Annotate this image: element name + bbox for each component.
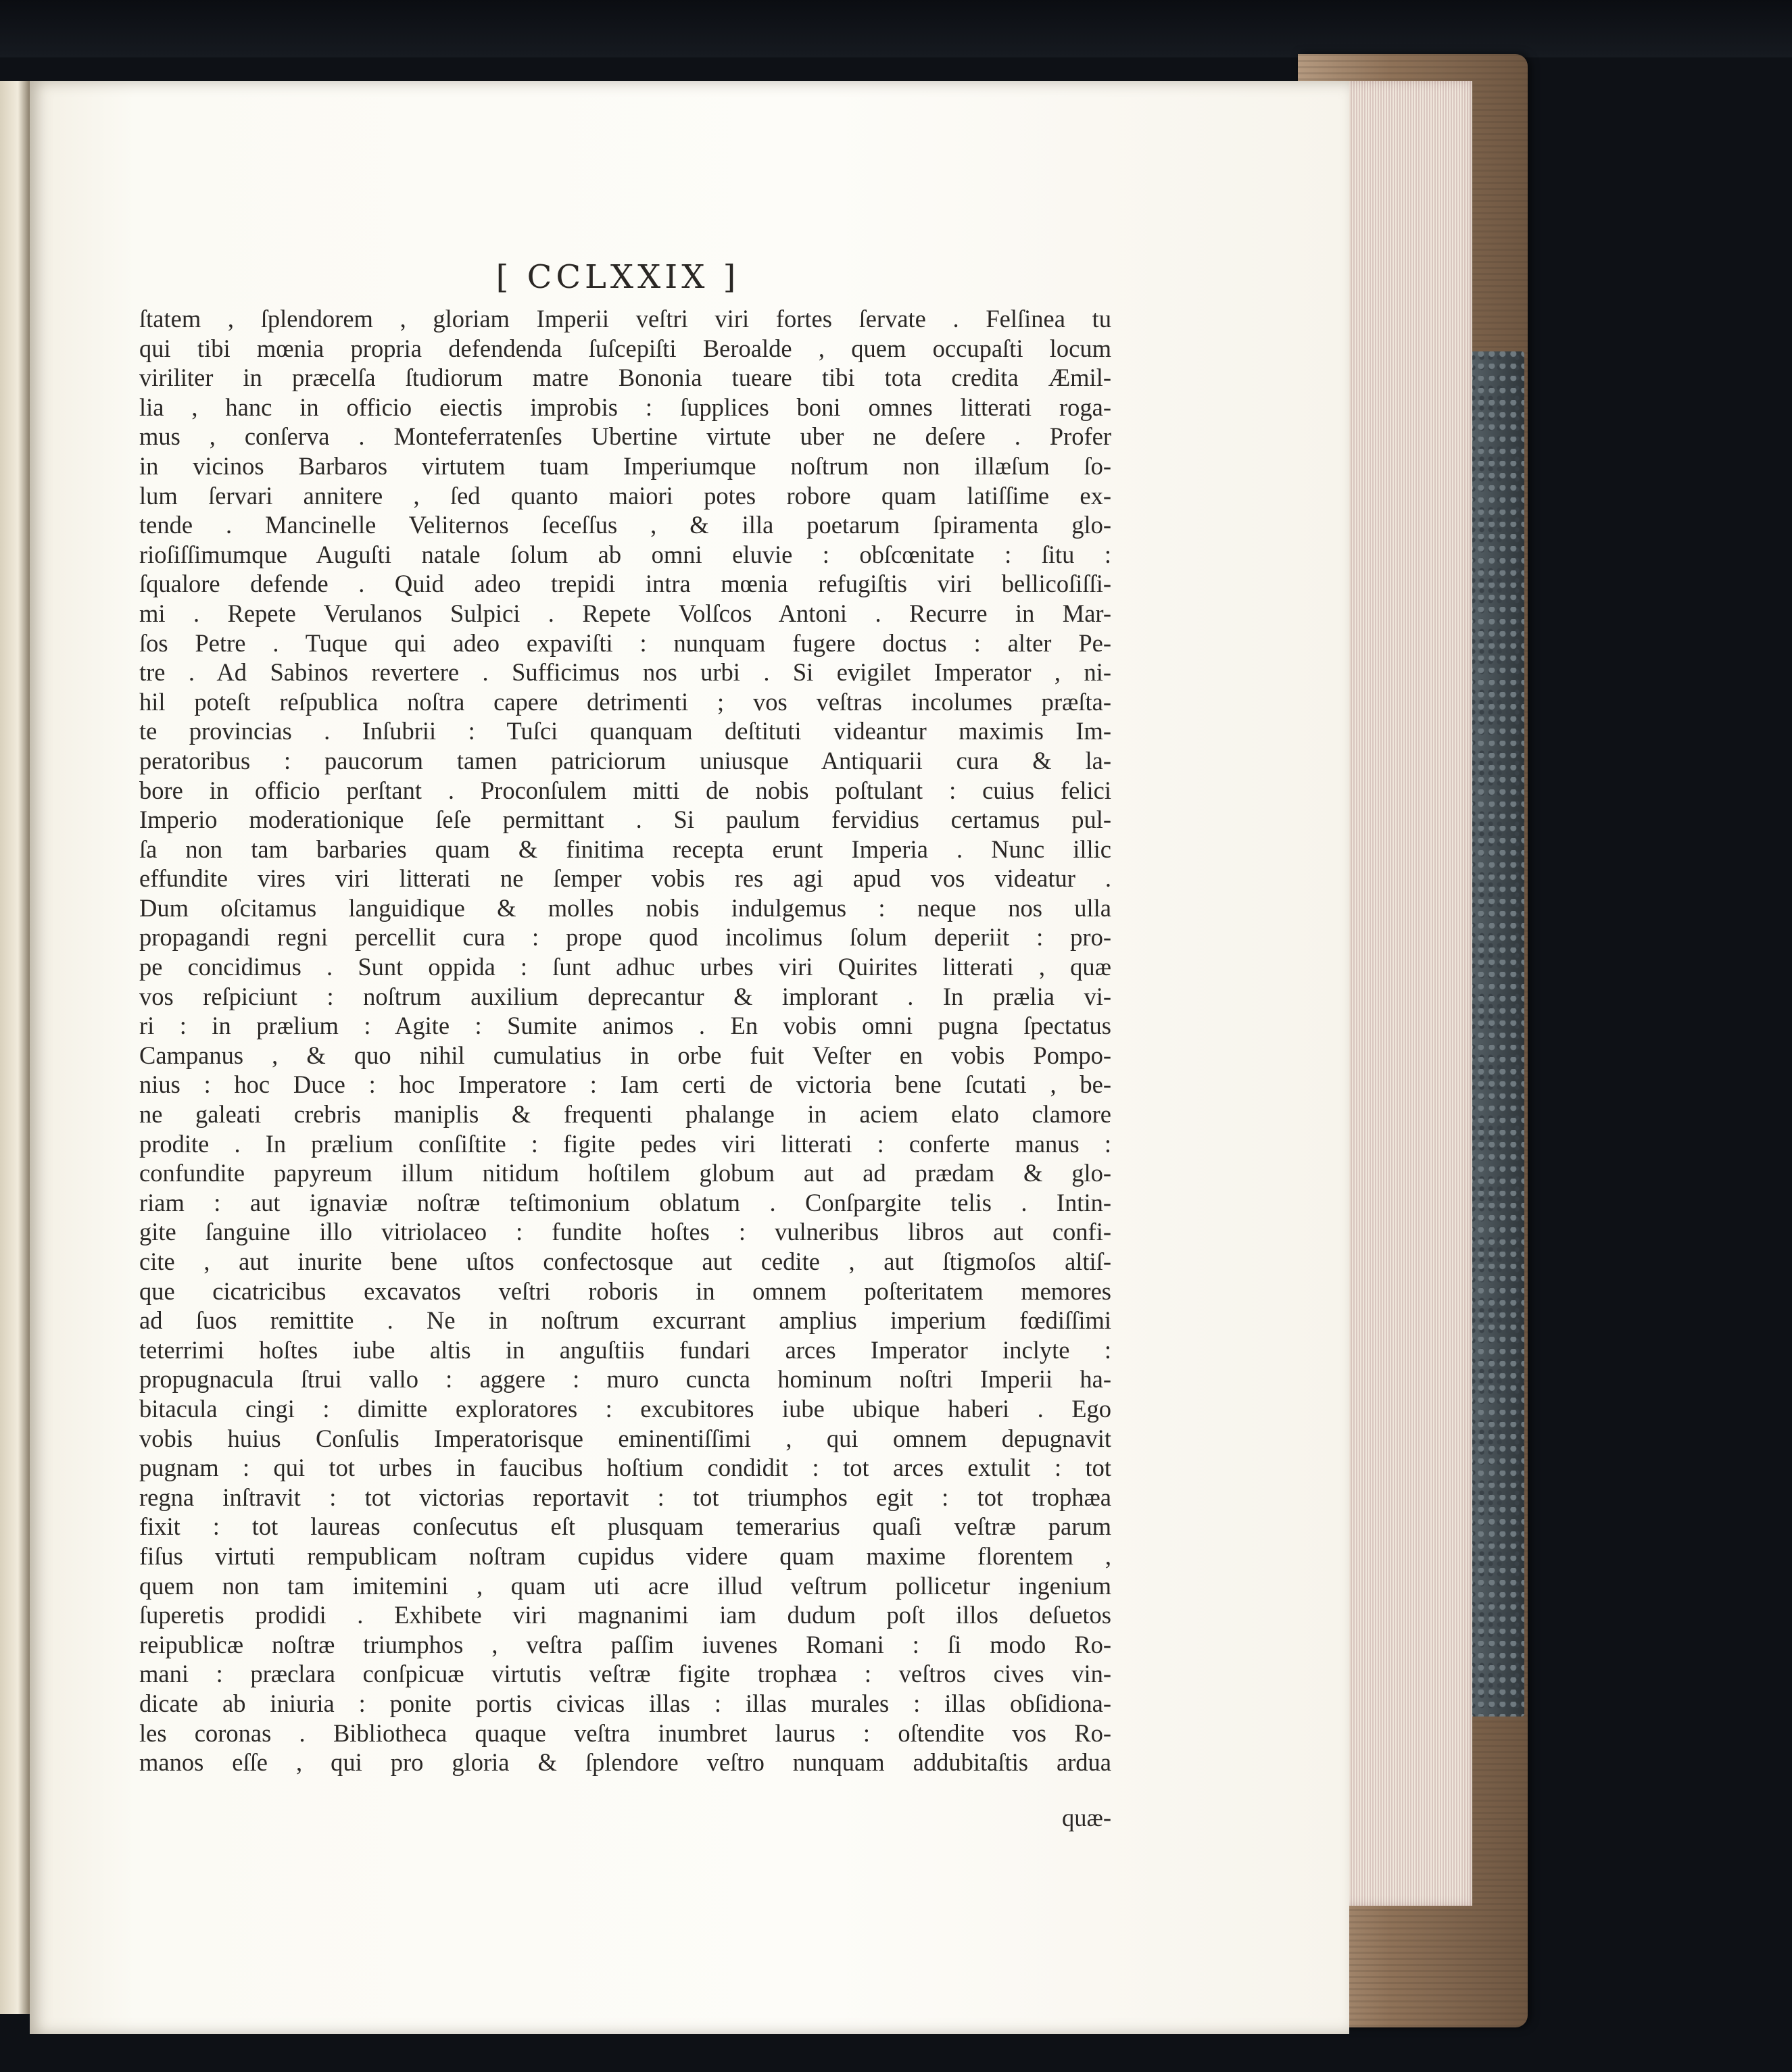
text-line: manos eſſe , qui pro gloria & ſplendore veſtro nunquam addubitaſtis ardua bbox=[139, 1748, 1111, 1777]
text-line: fiſus virtuti rempublicam noſtram cupidus videre quam maxime florentem , bbox=[139, 1541, 1111, 1570]
book-page bbox=[30, 81, 1349, 2034]
text-line: que cicatricibus excavatos veſtri roboris in omnem poſteritatem memores bbox=[139, 1277, 1111, 1305]
text-line: ſtatem , ſplendorem , gloriam Imperii veſtri viri fortes ſervate . Felſinea tu bbox=[139, 305, 1111, 332]
text-line: teterrimi hoſtes iube altis in anguſtiis fundari arces Imperator inclyte : bbox=[139, 1335, 1111, 1364]
text-line: tende . Mancinelle Veliternos ſeceſſus , & illa poetarum ſpiramenta glo- bbox=[139, 511, 1111, 539]
text-line: pugnam : qui tot urbes in faucibus hoſtium condidit : tot arces extulit : tot bbox=[139, 1454, 1111, 1482]
text-line: viriliter in præcelſa ſtudiorum matre Bononia tueare tibi tota credita Æmil- bbox=[139, 364, 1111, 392]
text-line: mi . Repete Verulanos Sulpici . Repete Volſcos Antoni . Recurre in Mar- bbox=[139, 599, 1111, 627]
text-line: mus , conſerva . Monteferratenſes Ubertine virtute uber ne deſere . Profer bbox=[139, 422, 1111, 451]
text-line: prodite . In prælium conſiſtite : figite pedes viri litterati : conferte manus : bbox=[139, 1129, 1111, 1158]
marbled-cover-panel bbox=[1467, 351, 1524, 1717]
page-heading: [ CCLXXIX ] bbox=[495, 258, 740, 296]
text-line: lia , hanc in officio eiectis improbis : ſupplices boni omnes litterati roga- bbox=[139, 393, 1111, 421]
text-line: propagandi regni percellit cura : prope quod incolimus ſolum deperiit : pro- bbox=[139, 923, 1111, 952]
text-line: Campanus , & quo nihil cumulatius in orbe fuit Veſter en vobis Pompo- bbox=[139, 1041, 1111, 1069]
text-line: hil poteſt reſpublica noſtra capere detrimenti ; vos veſtras incolumes præſta- bbox=[139, 687, 1111, 716]
left-page-edge bbox=[0, 81, 32, 2014]
text-line: lum ſervari annitere , ſed quanto maiori potes robore quam latiſſime ex- bbox=[139, 481, 1111, 510]
text-line: gite ſanguine illo vitriolaceo : fundite hoſtes : vulneribus libros aut confi- bbox=[139, 1218, 1111, 1246]
text-line: vobis huius Conſulis Imperatorisque eminentiſſimi , qui omnem depugnavit bbox=[139, 1424, 1111, 1452]
dark-background bbox=[0, 0, 1792, 57]
text-line: propugnacula ſtrui vallo : aggere : muro cuncta hominum noſtri Imperii ha- bbox=[139, 1365, 1111, 1393]
page-fore-edge bbox=[1344, 81, 1472, 1906]
text-line: ſqualore defende . Quid adeo trepidi intra mœnia refugiſtis viri bellicoſiſſi- bbox=[139, 570, 1111, 598]
text-line: in vicinos Barbaros virtutem tuam Imperiumque noſtrum non illæſum ſo- bbox=[139, 451, 1111, 480]
text-line: bitacula cingi : dimitte exploratores : excubitores iube ubique haberi . Ego bbox=[139, 1394, 1111, 1423]
text-line: quem non tam imitemini , quam uti acre illud veſtrum pollicetur ingenium bbox=[139, 1571, 1111, 1600]
text-line: les coronas . Bibliotheca quaque veſtra inumbret laurus : oſtendite vos Ro- bbox=[139, 1719, 1111, 1747]
text-line: ri : in prælium : Agite : Sumite animos . En vobis omni pugna ſpectatus bbox=[139, 1012, 1111, 1040]
text-line: tre . Ad Sabinos revertere . Sufficimus nos urbi . Si evigilet Imperator , ni- bbox=[139, 658, 1111, 687]
text-line: bore in officio perſtant . Proconſulem mitti de nobis poſtulant : cuius felici bbox=[139, 776, 1111, 804]
text-line: peratoribus : paucorum tamen patriciorum uniusque Antiquarii cura & la- bbox=[139, 746, 1111, 774]
text-line: ad ſuos remittite . Ne in noſtrum excurrant amplius imperium fœdiſſimi bbox=[139, 1306, 1111, 1335]
text-line: qui tibi mœnia propria defendenda ſuſcepiſti Beroalde , quem occupaſti locum bbox=[139, 334, 1111, 362]
text-line: regna inſtravit : tot victorias reportavit : tot triumphos egit : tot trophæa bbox=[139, 1483, 1111, 1511]
text-line: reipublicæ noſtræ triumphos , veſtra paſſim iuvenes Romani : ſi modo Ro- bbox=[139, 1630, 1111, 1658]
text-line: ſuperetis prodidi . Exhibete viri magnanimi iam dudum poſt illos deſuetos bbox=[139, 1601, 1111, 1629]
text-line: vos reſpiciunt : noſtrum auxilium deprecantur & implorant . In prælia vi- bbox=[139, 982, 1111, 1010]
catchword: quæ- bbox=[1062, 1804, 1111, 1831]
text-line: ne galeati crebris maniplis & frequenti phalange in aciem elato clamore bbox=[139, 1100, 1111, 1129]
text-line: te provincias . Inſubrii : Tuſci quanquam deſtituti videantur maximis Im- bbox=[139, 717, 1111, 745]
text-line: riam : aut ignaviæ noſtræ teſtimonium oblatum . Conſpargite telis . Intin- bbox=[139, 1188, 1111, 1216]
text-line: ſos Petre . Tuque qui adeo expaviſti : nunquam fugere doctus : alter Pe- bbox=[139, 628, 1111, 657]
text-line: Dum oſcitamus languidique & molles nobis indulgemus : neque nos ulla bbox=[139, 893, 1111, 922]
text-line: rioſiſſimumque Auguſti natale ſolum ab omni eluvie : obſcœnitate : ſitu : bbox=[139, 540, 1111, 568]
text-line: nius : hoc Duce : hoc Imperatore : Iam certi de victoria bene ſcutati , be- bbox=[139, 1070, 1111, 1099]
text-line: cite , aut inurite bene uſtos confectosque aut cedite , aut ſtigmoſos altiſ- bbox=[139, 1248, 1111, 1275]
text-line: ſa non tam barbaries quam & finitima recepta erunt Imperia . Nunc illic bbox=[139, 835, 1111, 863]
text-line: mani : præclara conſpicuæ virtutis veſtræ figite trophæa : veſtros cives vin- bbox=[139, 1660, 1111, 1688]
text-line: dicate ab iniuria : ponite portis civicas illas : illas murales : illas obſidiona- bbox=[139, 1689, 1111, 1717]
body-text bbox=[139, 304, 1111, 1777]
text-line: fixit : tot laureas conſecutus eſt plusquam temerarius quaſi veſtræ parum bbox=[139, 1512, 1111, 1541]
text-line: pe concidimus . Sunt oppida : ſunt adhuc urbes viri Quirites litterati , quæ bbox=[139, 953, 1111, 981]
text-line: effundite vires viri litterati ne ſemper vobis res agi apud vos videatur . bbox=[139, 864, 1111, 893]
text-line: confundite papyreum illum nitidum hoſtilem globum aut ad prædam & glo- bbox=[139, 1159, 1111, 1187]
text-line: Imperio moderationique ſeſe permittant . Si paulum fervidius certamus pul- bbox=[139, 806, 1111, 834]
